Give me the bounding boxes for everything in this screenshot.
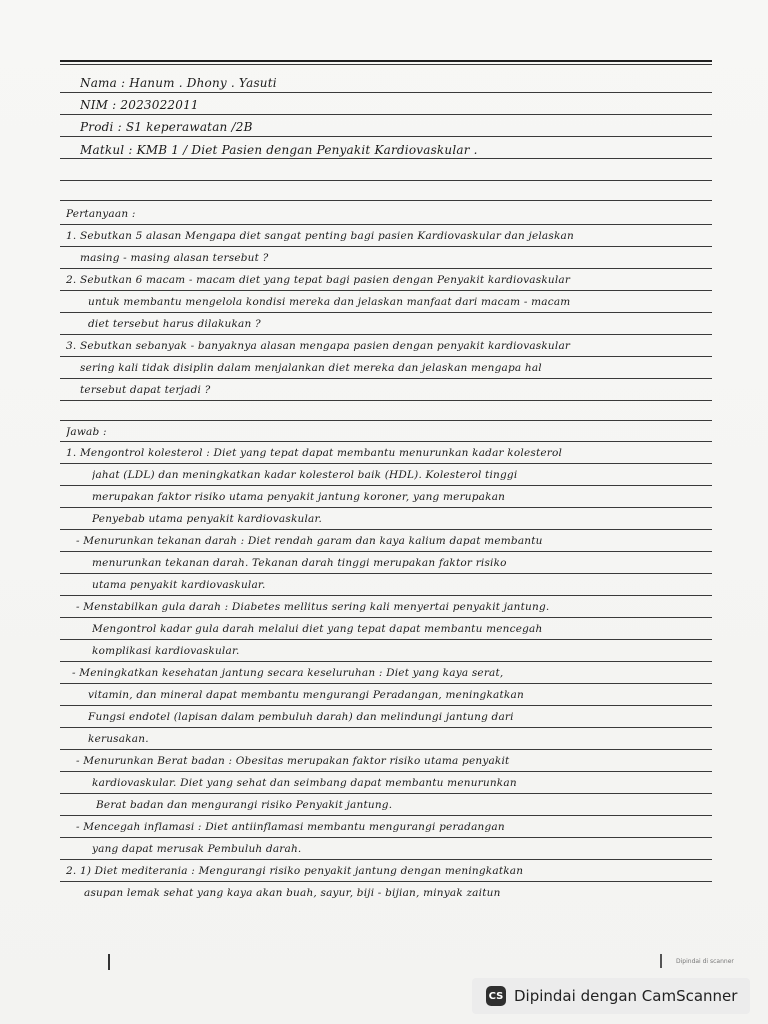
ruled-line bbox=[60, 793, 712, 794]
top-border-line-2 bbox=[60, 64, 712, 65]
ruled-line bbox=[60, 771, 712, 772]
ruled-line bbox=[60, 158, 712, 159]
ruled-line bbox=[60, 334, 712, 335]
camscanner-watermark bbox=[472, 978, 750, 1014]
jawab-line: - Menurunkan tekanan darah : Diet rendah garam dan kaya kalium dapat membantu bbox=[76, 535, 543, 547]
nama-value: : Hanum . Dhony . Yasuti bbox=[121, 76, 277, 90]
jawab-line: Berat badan dan mengurangi risiko Penyakit jantung. bbox=[96, 799, 393, 811]
ruled-line bbox=[60, 463, 712, 464]
jawab-title: Jawab : bbox=[66, 426, 107, 438]
jawab-line: kerusakan. bbox=[88, 733, 149, 745]
ruled-line bbox=[60, 356, 712, 357]
ruled-line bbox=[60, 441, 712, 442]
pertanyaan-line: 2. Sebutkan 6 macam - macam diet yang tepat bagi pasien dengan Penyakit kardiovaskular bbox=[66, 274, 571, 286]
ruled-line bbox=[60, 837, 712, 838]
jawab-line: Penyebab utama penyakit kardiovaskular. bbox=[92, 513, 323, 525]
jawab-line: menurunkan tekanan darah. Tekanan darah tinggi merupakan faktor risiko bbox=[92, 557, 507, 569]
jawab-line: yang dapat merusak Pembuluh darah. bbox=[92, 843, 302, 855]
ruled-line bbox=[60, 881, 712, 882]
jawab-line: vitamin, dan mineral dapat membantu mengurangi Peradangan, meningkatkan bbox=[88, 689, 524, 701]
ruled-line bbox=[60, 529, 712, 530]
nim-value: : 2023022011 bbox=[112, 98, 199, 112]
matkul-line bbox=[80, 143, 730, 157]
ruled-line bbox=[60, 595, 712, 596]
ruled-line bbox=[60, 114, 712, 115]
ruled-line bbox=[60, 290, 712, 291]
pertanyaan-line: sering kali tidak disiplin dalam menjalankan diet mereka dan jelaskan mengapa hal bbox=[80, 362, 542, 374]
jawab-line: Fungsi endotel (lapisan dalam pembuluh darah) dan melindungi jantung dari bbox=[88, 711, 514, 723]
jawab-line: merupakan faktor risiko utama penyakit jantung koroner, yang merupakan bbox=[92, 491, 506, 503]
pertanyaan-line: 1. Sebutkan 5 alasan Mengapa diet sangat penting bagi pasien Kardiovaskular dan jelaskan bbox=[66, 230, 574, 242]
jawab-line: - Menurunkan Berat badan : Obesitas merupakan faktor risiko utama penyakit bbox=[76, 755, 510, 767]
ruled-line bbox=[60, 617, 712, 618]
camscanner-logo-icon: CS bbox=[486, 986, 506, 1006]
jawab-line: asupan lemak sehat yang kaya akan buah, sayur, biji - bijian, minyak zaitun bbox=[84, 887, 501, 899]
ruled-line bbox=[60, 573, 712, 574]
nim-line bbox=[80, 98, 730, 112]
pertanyaan-title: Pertanyaan : bbox=[66, 208, 136, 220]
jawab-line: - Meningkatkan kesehatan jantung secara keseluruhan : Diet yang kaya serat, bbox=[72, 667, 504, 679]
ruled-line bbox=[60, 224, 712, 225]
ruled-line bbox=[60, 639, 712, 640]
pertanyaan-line: masing - masing alasan tersebut ? bbox=[80, 252, 269, 264]
jawab-line: 2. 1) Diet mediterania : Mengurangi risiko penyakit jantung dengan meningkatkan bbox=[66, 865, 524, 877]
ruled-line bbox=[60, 92, 712, 93]
margin-mark-left bbox=[108, 954, 110, 970]
jawab-line: jahat (LDL) dan meningkatkan kadar kolesterol baik (HDL). Kolesterol tinggi bbox=[92, 469, 518, 481]
ruled-line bbox=[60, 200, 712, 201]
prodi-value: : S1 keperawatan /2B bbox=[117, 120, 253, 134]
jawab-line: kardiovaskular. Diet yang sehat dan seimbang dapat membantu menurunkan bbox=[92, 777, 517, 789]
nama-line bbox=[80, 76, 730, 90]
ruled-line bbox=[60, 246, 712, 247]
ruled-line bbox=[60, 420, 712, 421]
ruled-line bbox=[60, 815, 712, 816]
matkul-value: : KMB 1 / Diet Pasien dengan Penyakit Kardiovaskular . bbox=[128, 143, 478, 157]
ruled-line bbox=[60, 551, 712, 552]
jawab-line: komplikasi kardiovaskular. bbox=[92, 645, 240, 657]
jawab-line: Mengontrol kadar gula darah melalui diet yang tepat dapat membantu mencegah bbox=[92, 623, 543, 635]
jawab-line: 1. Mengontrol kolesterol : Diet yang tepat dapat membantu menurunkan kadar kolesterol bbox=[66, 447, 563, 459]
top-border-line bbox=[60, 60, 712, 62]
ruled-line bbox=[60, 485, 712, 486]
ruled-line bbox=[60, 749, 712, 750]
matkul-label: Matkul bbox=[80, 143, 125, 157]
ruled-line bbox=[60, 378, 712, 379]
margin-mark-right bbox=[660, 954, 662, 968]
ruled-line bbox=[60, 705, 712, 706]
nama-label: Nama bbox=[80, 76, 117, 90]
jawab-line: utama penyakit kardiovaskular. bbox=[92, 579, 266, 591]
ruled-line bbox=[60, 400, 712, 401]
pertanyaan-line: diet tersebut harus dilakukan ? bbox=[88, 318, 261, 330]
pertanyaan-line: untuk membantu mengelola kondisi mereka dan jelaskan manfaat dari macam - macam bbox=[88, 296, 571, 308]
nim-label: NIM bbox=[80, 98, 109, 112]
prodi-label: Prodi bbox=[80, 120, 114, 134]
ruled-line bbox=[60, 727, 712, 728]
camscanner-text: Dipindai dengan CamScanner bbox=[514, 987, 738, 1005]
ruled-line bbox=[60, 683, 712, 684]
ruled-line bbox=[60, 859, 712, 860]
faint-scan-text: Dipindai di scanner bbox=[676, 958, 734, 965]
ruled-line bbox=[60, 136, 712, 137]
prodi-line bbox=[80, 120, 730, 134]
ruled-line bbox=[60, 312, 712, 313]
ruled-line bbox=[60, 507, 712, 508]
jawab-line: - Mencegah inflamasi : Diet antiinflamasi membantu mengurangi peradangan bbox=[76, 821, 505, 833]
jawab-line: - Menstabilkan gula darah : Diabetes mellitus sering kali menyertai penyakit jantung. bbox=[76, 601, 550, 613]
ruled-line bbox=[60, 180, 712, 181]
ruled-line bbox=[60, 268, 712, 269]
pertanyaan-line: 3. Sebutkan sebanyak - banyaknya alasan mengapa pasien dengan penyakit kardiovaskular bbox=[66, 340, 571, 352]
pertanyaan-line: tersebut dapat terjadi ? bbox=[80, 384, 211, 396]
ruled-line bbox=[60, 661, 712, 662]
